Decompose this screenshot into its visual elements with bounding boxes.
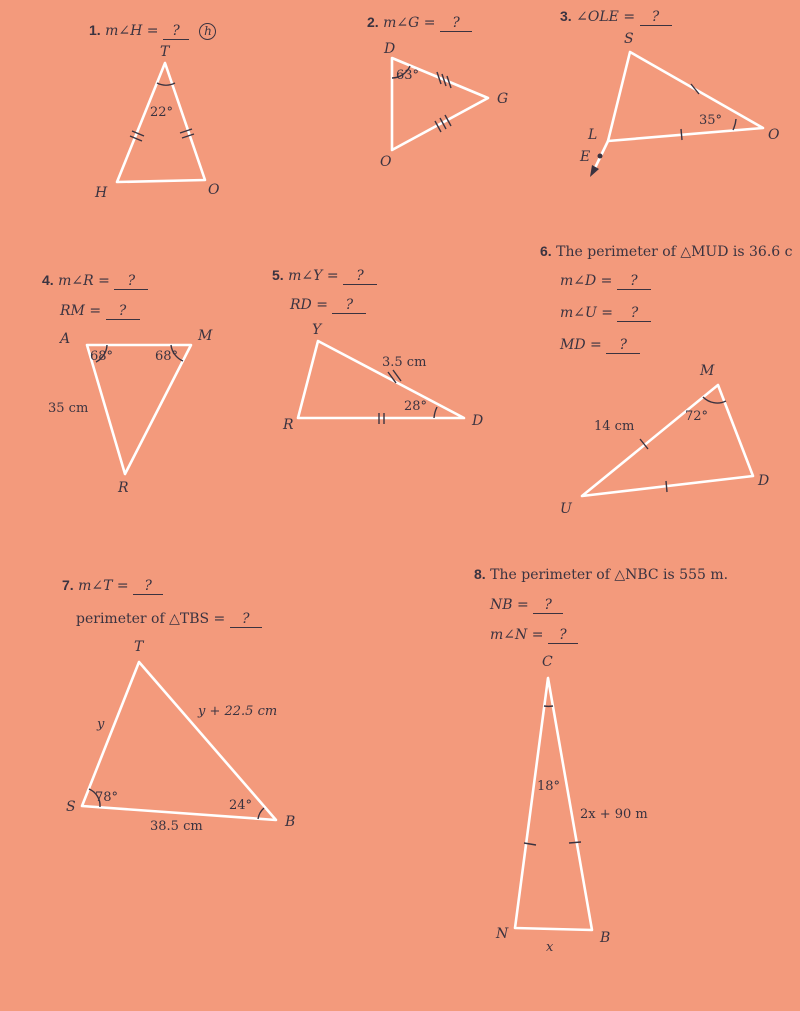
problem-3-question (560, 8, 672, 26)
vertex-label-b8: B (600, 930, 611, 946)
problem-4-answer-b[interactable]: ? (106, 303, 140, 320)
side-value-cb: 2x + 90 m (580, 807, 648, 822)
problem-5-number: 5. (272, 267, 284, 283)
problem-2-question (367, 14, 472, 32)
vertex-label-m: M (198, 328, 213, 344)
problem-5-question-b (290, 297, 366, 314)
angle-value-d5: 28° (404, 399, 428, 414)
angle-value-o: 35° (699, 113, 723, 128)
problem-8-sub-a-answer[interactable]: ? (533, 597, 563, 614)
vertex-label-d5: D (472, 413, 484, 429)
vertex-label-s: S (624, 31, 634, 47)
vertex-label-b7: B (285, 814, 296, 830)
problem-5-answer[interactable]: ? (343, 268, 377, 285)
side-value-nb: x (546, 940, 554, 955)
problem-8-number: 8. (474, 566, 486, 582)
problem-4-question (42, 272, 148, 290)
problem-5-question (272, 267, 377, 285)
triangle-5 (298, 341, 464, 418)
side-value-mu: 14 cm (594, 419, 635, 434)
problem-6-sub-b-answer[interactable]: ? (617, 305, 651, 322)
angle-value-b: 24° (229, 798, 253, 813)
point-e (598, 154, 603, 159)
triangle-8 (515, 678, 592, 930)
problem-7-prompt: m∠T = (78, 578, 129, 594)
vertex-label-c: C (542, 654, 553, 670)
problem-4-number: 4. (42, 272, 54, 288)
angle-arc-3 (733, 119, 736, 130)
angle-arc-7b (258, 808, 264, 819)
vertex-label-d6: D (758, 473, 770, 489)
vertex-label-m6: M (700, 363, 715, 379)
vertex-label-h: H (95, 185, 108, 201)
problem-2-number: 2. (367, 14, 379, 30)
problem-7-answer-b[interactable]: ? (230, 611, 262, 628)
angle-value-m6: 72° (685, 409, 709, 424)
problem-7-number: 7. (62, 577, 74, 593)
ray-arrowhead (590, 165, 599, 177)
vertex-label-r: R (118, 480, 129, 496)
tick-1d (182, 134, 194, 138)
problem-8-sub-a (490, 597, 563, 614)
problem-4-question-b (60, 303, 140, 320)
problem-6-number: 6. (540, 243, 552, 259)
problem-5-prompt-b: RD = (290, 297, 328, 313)
problem-6-sub-a (560, 273, 651, 290)
tick-3b (681, 129, 682, 140)
angle-value-m: 68° (155, 349, 179, 364)
side-value-ar: 35 cm (48, 401, 89, 416)
vertex-label-s7: S (66, 799, 76, 815)
problem-6-sub-b (560, 305, 651, 322)
vertex-label-a: A (60, 331, 71, 347)
problem-4-prompt-b: RM = (60, 303, 102, 319)
angle-value-d: 63° (396, 68, 420, 83)
side-value-sb: 38.5 cm (150, 819, 203, 834)
problem-6-sub-b-prompt: m∠U = (560, 305, 613, 321)
problem-8-sub-a-prompt: NB = (490, 597, 529, 613)
problem-6-question (540, 243, 792, 260)
vertex-label-t: T (160, 44, 170, 60)
triangle-1 (117, 63, 205, 182)
problem-7-answer[interactable]: ? (133, 578, 163, 595)
problem-6-sub-c-answer[interactable]: ? (606, 337, 640, 354)
triangle-4 (87, 345, 191, 474)
vertex-label-r5: R (283, 417, 294, 433)
problem-3-answer[interactable]: ? (640, 9, 672, 26)
vertex-label-y: Y (312, 322, 322, 338)
problem-8-prompt: The perimeter of △NBC is 555 m. (490, 567, 729, 583)
tick-6b (666, 481, 667, 492)
problem-4-prompt: m∠R = (58, 273, 110, 289)
problem-8-sub-b-answer[interactable]: ? (548, 627, 578, 644)
problem-6-sub-a-answer[interactable]: ? (617, 273, 651, 290)
triangle-3 (608, 52, 763, 141)
vertex-label-o: O (208, 182, 220, 198)
problem-7-question (62, 577, 163, 595)
problem-3-prompt: ∠OLE = (576, 9, 636, 25)
problem-6-sub-a-prompt: m∠D = (560, 273, 613, 289)
vertex-label-d: D (384, 41, 396, 57)
problem-2-answer[interactable]: ? (440, 15, 472, 32)
problem-8-question (474, 566, 728, 583)
problem-1-number: 1. (89, 22, 101, 38)
side-value-st: y (97, 717, 105, 732)
vertex-label-o3: O (768, 127, 780, 143)
angle-value-a: 68° (90, 349, 114, 364)
problem-1-prompt: m∠H = (105, 23, 159, 39)
problem-3-number: 3. (560, 8, 572, 24)
tick-1c (180, 129, 192, 133)
problem-5-answer-b[interactable]: ? (332, 297, 366, 314)
problem-5-prompt: m∠Y = (288, 268, 339, 284)
side-value-tb: y + 22.5 cm (198, 704, 278, 719)
problem-8-sub-b-prompt: m∠N = (490, 627, 544, 643)
angle-value-s: 78° (95, 790, 119, 805)
vertex-label-n: N (496, 926, 509, 942)
angle-value-c: 18° (537, 779, 561, 794)
vertex-label-u: U (560, 501, 572, 517)
angle-arc-5 (434, 407, 437, 418)
angle-value-t: 22° (150, 105, 174, 120)
problem-7-prompt-b: perimeter of △TBS = (76, 611, 226, 627)
problem-1-answer[interactable]: ? (163, 23, 189, 40)
vertex-label-t7: T (134, 639, 144, 655)
vertex-label-g: G (497, 91, 509, 107)
problem-2-prompt: m∠G = (383, 15, 436, 31)
problem-4-answer[interactable]: ? (114, 273, 148, 290)
problem-1-question (89, 22, 216, 40)
problem-8-sub-b (490, 627, 578, 644)
side-value-yd: 3.5 cm (382, 355, 427, 370)
vertex-label-o2: O (380, 154, 392, 170)
vertex-label-e: E (580, 149, 591, 165)
problem-7-question-b (76, 611, 262, 628)
problem-6-prompt: The perimeter of △MUD is 36.6 c (556, 244, 793, 260)
problem-6-sub-c (560, 337, 640, 354)
vertex-label-l: L (588, 127, 598, 143)
problem-1-note-circled: h (199, 23, 216, 40)
problem-6-sub-c-prompt: MD = (560, 337, 602, 353)
triangle-6 (582, 385, 753, 496)
tick-8b (569, 842, 581, 843)
